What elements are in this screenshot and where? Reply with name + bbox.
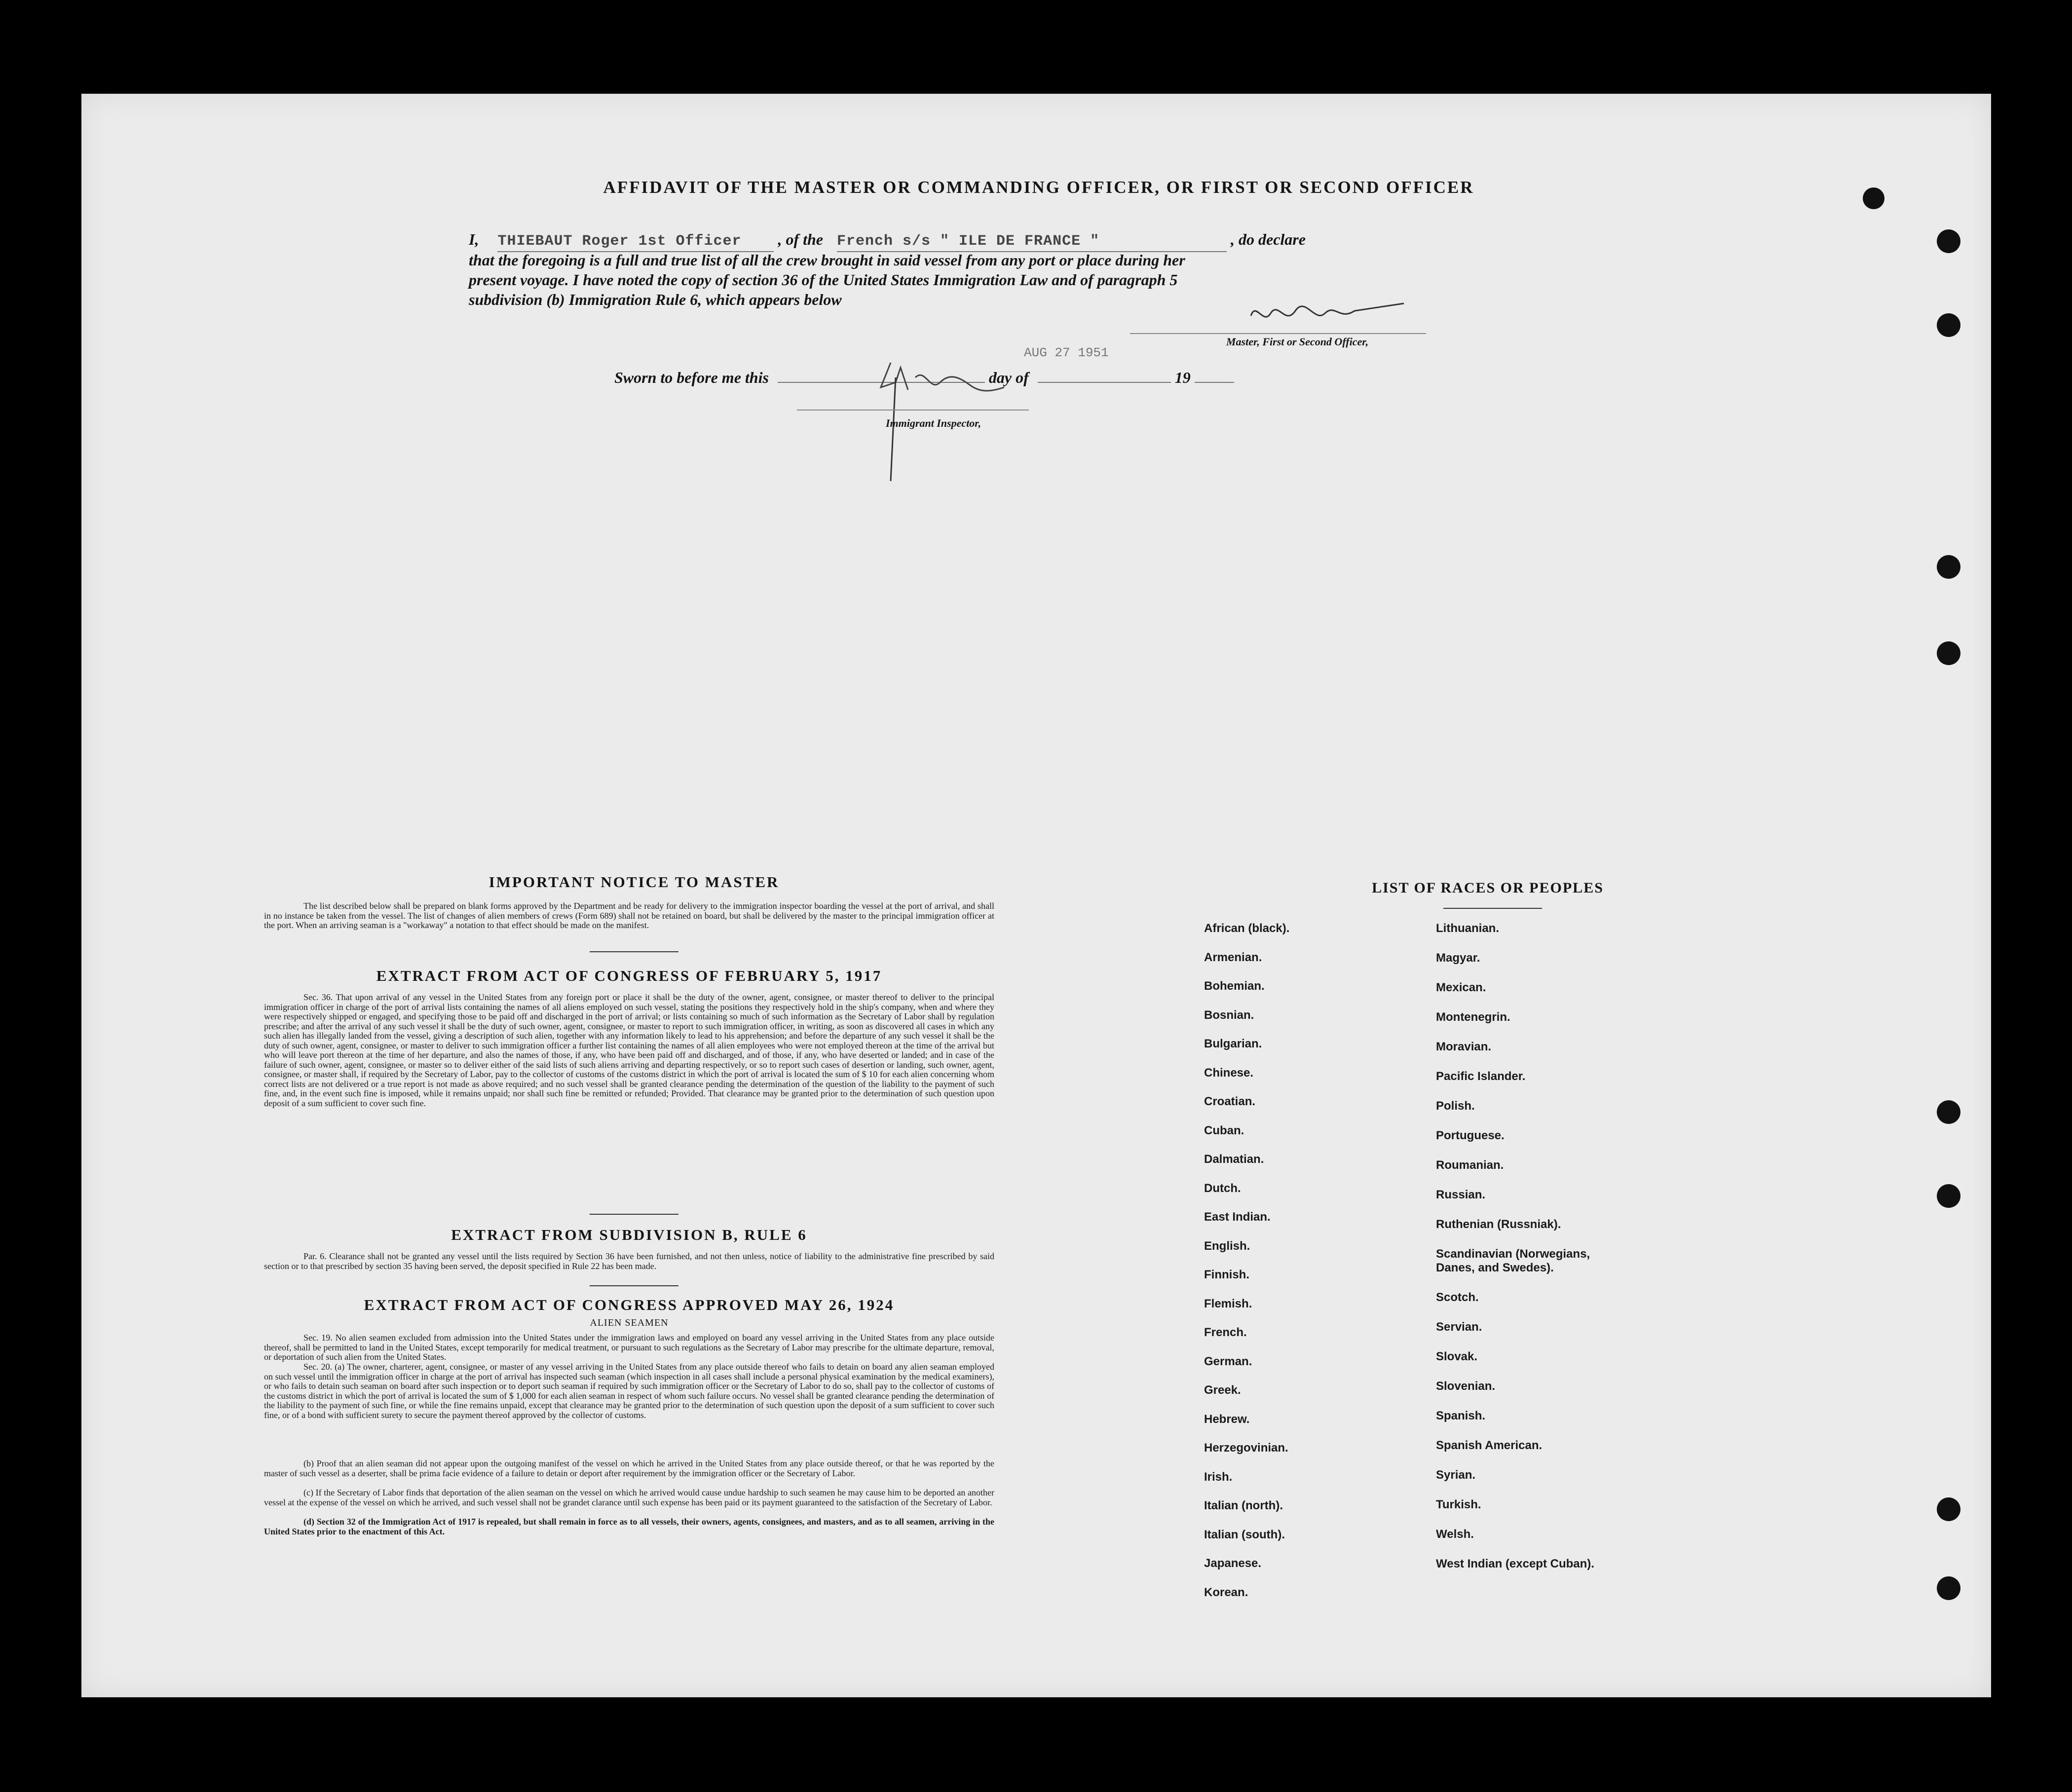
- race-item: Dalmatian.: [1204, 1153, 1264, 1166]
- race-item: Japanese.: [1204, 1557, 1262, 1570]
- race-item: Polish.: [1436, 1099, 1475, 1113]
- sec-19-text: Sec. 19. No alien seamen excluded from admission into the United States under the immigration laws and employed on board any vessel arriving in the United States from any place outside thereof, shall be permitted to land in the United States, except temporarily for medical treatment, or pursuant to such regulations as the Secretary of Labor may prescribe for the ultimate departure, removal, or deportation of such alien from the United States.: [264, 1333, 994, 1362]
- race-item: Portuguese.: [1436, 1129, 1505, 1142]
- punch-hole: [1863, 187, 1884, 209]
- race-item: Greek.: [1204, 1383, 1241, 1397]
- race-item: Moravian.: [1436, 1040, 1492, 1053]
- race-item: English.: [1204, 1239, 1250, 1253]
- divider: [590, 951, 678, 952]
- extract-rule6-body: Par. 6. Clearance shall not be granted any vessel until the lists required by Section 36 have been furnished, and not then unless, notice of liability to the administrative fine prescribed by said section or to that prescribed by section 35 having been served, the deposit specified in Rule 22 has been made.: [264, 1251, 994, 1271]
- declaration-line-1: [469, 229, 1490, 252]
- punch-hole: [1937, 1576, 1960, 1600]
- punch-hole: [1937, 641, 1960, 665]
- race-item: Korean.: [1204, 1585, 1248, 1599]
- race-item: Magyar.: [1436, 951, 1480, 965]
- punch-hole: [1937, 1497, 1960, 1521]
- extract-1917-body: Sec. 36. That upon arrival of any vessel in the United States from any foreign port or place it shall be the duty of the owner, agent, consignee, or master thereof to deliver to the principal immigration officer in charge of the port of arrival lists containing the names of all aliens employed on such vessel, stating the positions they respectively hold in the ship's company, when and where they were respectively shipped or engaged, and specifying those to be paid off and discharged in the port of arrival; or lists containing so much of such information as the Secretary of Labor shall by regulation prescribe; and after the arrival of any such vessel it shall be the duty of such owner, agent, consignee, or master to report to such immigration officer, in writing, as soon as discovered all cases in which any such alien has illegally landed from the vessel, giving a description of such alien, together with any information likely to lead to his apprehension; and before the departure of any such vessel it shall be the duty of such owner, agent, consignee, or master to deliver to such immigration officer a further list containing the names of all alien employees who were not employed thereon at the time of the arrival but who will leave port thereon at the time of her departure, and also the names of those, if any, who have been paid off and discharged, and of those, if any, who have deserted or landed; and in case of the failure of such owner, agent, consignee, or master so to deliver either of the said lists of such aliens arriving and departing respectively, or so to report such cases of desertion or landing, such owner, agent, consignee, or master shall, if required by the Secretary of Labor, pay to the collector of customs of the customs district in which the port of arrival is located the sum of $ 10 for each alien concerning whom correct lists are not delivered or a true report is not made as above required; and no such vessel shall be granted clearance pending the determination of the question of the liability to the payment of such fine, and, in the event such fine is imposed, while it remains unpaid; nor shall such fine be remitted or refunded; Provided. That clearance may be granted prior to the determination of such question upon deposit of a sum sufficient to cover such fine.: [264, 992, 994, 1108]
- punch-hole: [1937, 313, 1960, 337]
- race-item: Slovak.: [1436, 1350, 1478, 1363]
- declaration-line-3: present voyage. I have noted the copy of section 36 of the United States Immigration Law and of paragraph 5: [469, 271, 1178, 289]
- vessel-field: [837, 229, 1227, 252]
- race-item: Chinese.: [1204, 1066, 1254, 1080]
- races-title: LIST OF RACES OR PEOPLES: [1372, 880, 1604, 896]
- race-item: Servian.: [1436, 1320, 1482, 1334]
- declaration-line-4: subdivision (b) Immigration Rule 6, which appears below: [469, 291, 842, 308]
- sworn-text: Sworn to before me this: [614, 369, 769, 386]
- race-item: Scandinavian (Norwegians, Danes, and Swedes).: [1436, 1247, 1590, 1274]
- officer-name: THIEBAUT Roger 1st Officer: [497, 233, 742, 250]
- race-item: Italian (south).: [1204, 1528, 1285, 1541]
- race-item: West Indian (except Cuban).: [1436, 1557, 1594, 1570]
- punch-hole: [1937, 555, 1960, 579]
- race-item: German.: [1204, 1354, 1252, 1368]
- punch-hole: [1937, 1100, 1960, 1124]
- race-item: Russian.: [1436, 1188, 1486, 1201]
- sec-20c-text: (c) If the Secretary of Labor finds that deportation of the alien seaman on the vessel on which he arrived would cause undue hardship to such seamen he may cause him to be deported an another vessel at the expense of the vessel on which he arrived, and such vessel shall not be grandet clarance until such expense has been paid or its payment guaranteed to the satisfaction of the Secretary of Labor.: [264, 1488, 994, 1507]
- race-item: Scotch.: [1436, 1291, 1479, 1304]
- race-item: Spanish.: [1436, 1409, 1486, 1422]
- race-item: Cuban.: [1204, 1123, 1244, 1137]
- sworn-month-field: [1038, 382, 1171, 383]
- race-item: Lithuanian.: [1436, 922, 1499, 935]
- punch-hole: [1937, 229, 1960, 253]
- of-the-text: , of the: [778, 230, 823, 248]
- race-item: Montenegrin.: [1436, 1010, 1510, 1024]
- race-item: Welsh.: [1436, 1528, 1474, 1541]
- inspector-signature-line: [797, 410, 1029, 411]
- race-item: Slovenian.: [1436, 1380, 1496, 1393]
- do-declare-text: , do declare: [1231, 230, 1306, 248]
- declaration-i: I,: [469, 230, 479, 248]
- inspector-title: Immigrant Inspector,: [886, 417, 981, 429]
- race-item: Roumanian.: [1436, 1158, 1504, 1172]
- divider: [1443, 908, 1542, 909]
- extract-1924-title: EXTRACT FROM ACT OF CONGRESS APPROVED MAY 26, 1924: [364, 1296, 895, 1313]
- race-item: Bohemian.: [1204, 979, 1265, 993]
- officer-signature-line: [1130, 333, 1426, 334]
- race-item: Pacific Islander.: [1436, 1070, 1526, 1083]
- declaration-line-2: that the foregoing is a full and true list of all the crew brought in said vessel from any port or place during her: [469, 251, 1185, 269]
- race-item: Croatian.: [1204, 1095, 1256, 1108]
- notice-title: IMPORTANT NOTICE TO MASTER: [489, 873, 780, 891]
- race-item: Irish.: [1204, 1470, 1233, 1484]
- race-item: Italian (north).: [1204, 1499, 1283, 1512]
- race-item: French.: [1204, 1326, 1247, 1339]
- document-page: [81, 94, 1991, 1697]
- notice-body: The list described below shall be prepared on blank forms approved by the Department and be ready for delivery to the immigration inspector boarding the vessel at the port of arrival, and shall in no instance be taken from the vessel. The list of changes of alien members of crews (Form 689) shall not be retained on board, but shall be delivered by the master to the principal immigration officer at the port. When an arriving seaman is a "workaway" a notation to that effect should be made on the manifest.: [264, 901, 994, 930]
- race-item: Bulgarian.: [1204, 1037, 1262, 1050]
- sec-20b-text: (b) Proof that an alien seaman did not appear upon the outgoing manifest of the vessel on which he arrived in the United States from any place outside thereof, or that he was reported by the master of such vessel as a deserter, shall be prima facie evidence of a failure to detain or deport after requirement by the immigration officer or the Secretary of Labor.: [264, 1458, 994, 1478]
- race-item: Finnish.: [1204, 1268, 1249, 1281]
- race-item: Herzegovinian.: [1204, 1441, 1288, 1455]
- race-item: Syrian.: [1436, 1468, 1476, 1482]
- sec-20d-text: (d) Section 32 of the Immigration Act of 1917 is repealed, but shall remain in force as to all vessels, their owners, agents, consignees, and masters, and as to all seamen, arriving in the United States prior to the enactment of this Act.: [264, 1517, 994, 1536]
- race-item: African (black).: [1204, 922, 1290, 935]
- race-item: Dutch.: [1204, 1181, 1241, 1195]
- divider: [590, 1214, 678, 1215]
- vessel-name: French s/s " ILE DE FRANCE ": [837, 233, 1100, 250]
- alien-seamen-subtitle: ALIEN SEAMEN: [590, 1317, 669, 1328]
- officer-name-field: [497, 229, 774, 252]
- race-item: Turkish.: [1436, 1498, 1481, 1511]
- race-item: Armenian.: [1204, 950, 1262, 964]
- sec-20a-text: Sec. 20. (a) The owner, charterer, agent, consignee, or master of any vessel arriving in the United States from any place outside thereof who fails to detain on board any alien seaman employed on such vessel until the immigration officer in charge at the port of arrival has inspected such seaman (which inspection in all cases shall include a personal physical examination by the medical examiners), or who fails to detain such seaman on board after such inspection or to deport such seaman if required by such immigration officer or the Secretary of Labor to do so, shall pay to the collector of customs of the customs district in which the port of arrival is located the sum of $ 1,000 for each alien seaman in respect of whom such failure occurs. No vessel shall be granted clearance pending the determination of the liability to the payment of such fine, or while the fine remains unpaid, except that clearance may be granted prior to the determination of such question upon the deposit of a sum sufficient to cover such fine, or of a bond with sufficient surety to secure the payment thereof approved by the collector of customs.: [264, 1362, 994, 1420]
- affidavit-title: AFFIDAVIT OF THE MASTER OR COMMANDING OFFICER, OR FIRST OR SECOND OFFICER: [603, 178, 1474, 197]
- punch-hole: [1937, 1184, 1960, 1208]
- race-item: Flemish.: [1204, 1297, 1252, 1310]
- divider: [590, 1285, 678, 1286]
- race-item: East Indian.: [1204, 1210, 1271, 1224]
- signer-title: Master, First or Second Officer,: [1226, 336, 1369, 348]
- extract-rule6-title: EXTRACT FROM SUBDIVISION B, RULE 6: [451, 1226, 807, 1243]
- sworn-year-field: [1195, 382, 1234, 383]
- race-item: Spanish American.: [1436, 1439, 1543, 1452]
- race-item: Hebrew.: [1204, 1412, 1250, 1426]
- race-item: Mexican.: [1436, 981, 1486, 994]
- year-prefix: 19: [1174, 369, 1191, 386]
- date-stamp: AUG 27 1951: [1024, 345, 1109, 360]
- race-item: Ruthenian (Russniak).: [1436, 1218, 1561, 1231]
- race-item: Bosnian.: [1204, 1008, 1254, 1022]
- extract-1917-title: EXTRACT FROM ACT OF CONGRESS OF FEBRUARY 5, 1917: [376, 967, 882, 984]
- day-of-text: day of: [988, 369, 1029, 386]
